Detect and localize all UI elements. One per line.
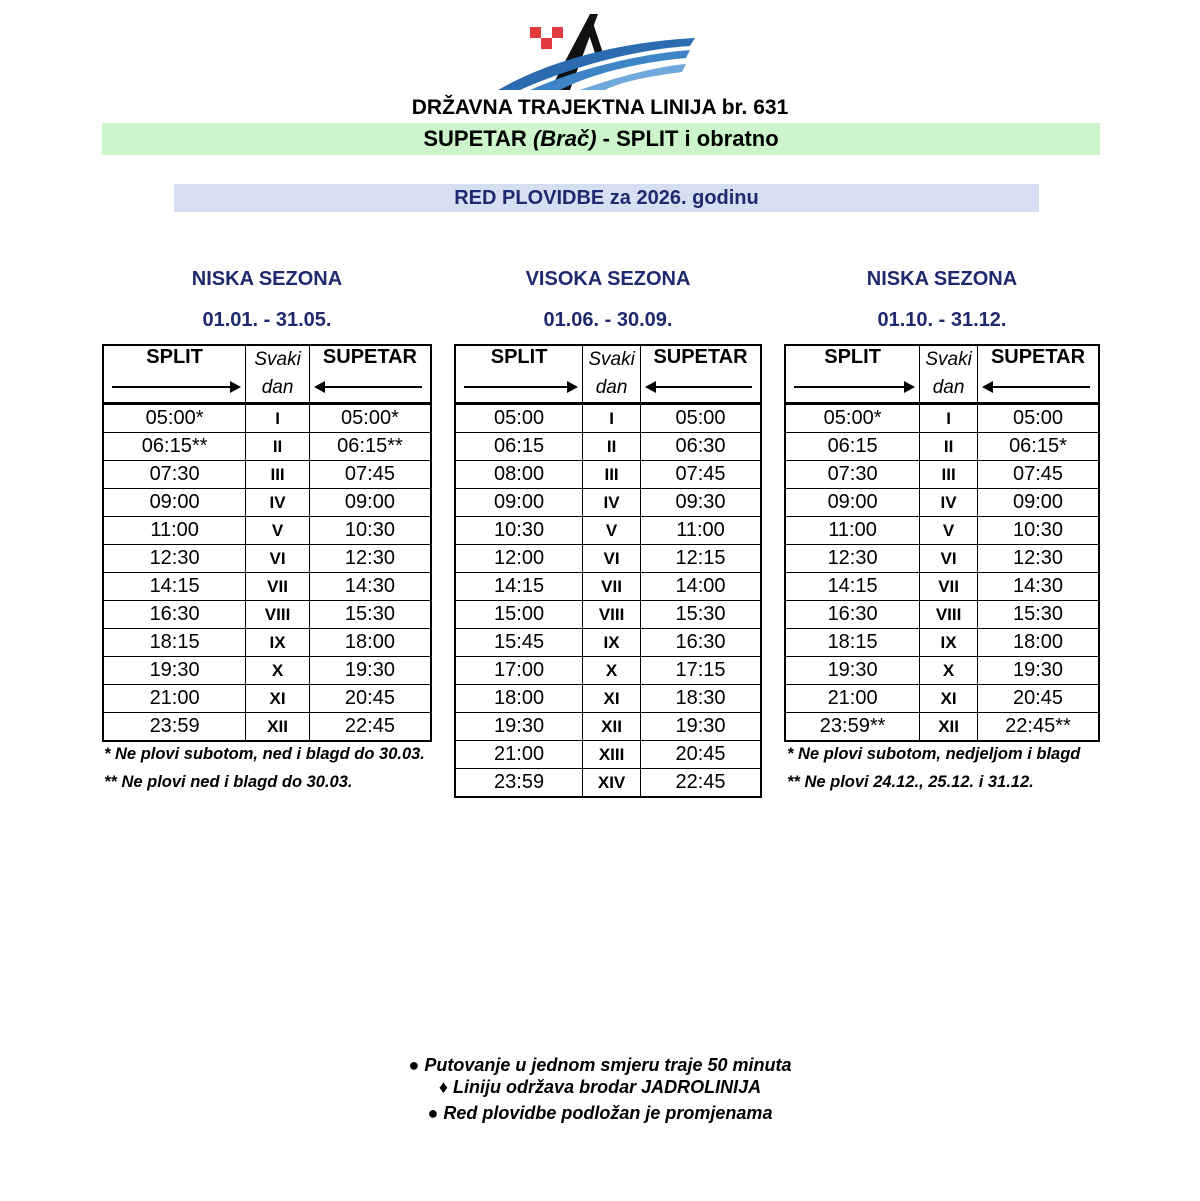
departure-split: 19:30 — [455, 713, 583, 741]
departure-split: 14:15 — [103, 573, 246, 601]
departure-split: 23:59** — [785, 713, 920, 742]
departure-supetar: 09:00 — [977, 489, 1099, 517]
table-row — [103, 404, 431, 433]
trip-number: II — [583, 433, 641, 461]
table-row — [455, 433, 761, 461]
departure-supetar: 09:00 — [309, 489, 431, 517]
departure-split: 15:45 — [455, 629, 583, 657]
departure-supetar: 18:00 — [309, 629, 431, 657]
trip-number: I — [583, 404, 641, 433]
departure-split: 05:00* — [103, 404, 246, 433]
col-every-day: Svaki dan — [246, 345, 310, 404]
table-row — [785, 601, 1099, 629]
departure-split: 17:00 — [455, 657, 583, 685]
departure-supetar: 17:15 — [640, 657, 761, 685]
table-row — [455, 657, 761, 685]
trip-number: V — [920, 517, 978, 545]
departure-split: 08:00 — [455, 461, 583, 489]
departure-split: 09:00 — [785, 489, 920, 517]
departure-split: 19:30 — [785, 657, 920, 685]
departure-split: 06:15 — [455, 433, 583, 461]
footer-changes: ● Red plovidbe podložan je promjenama — [427, 1103, 773, 1123]
arrow-right-icon — [794, 386, 905, 388]
route-island: (Brač) — [532, 126, 597, 151]
departure-split: 14:15 — [455, 573, 583, 601]
table-row — [785, 517, 1099, 545]
departure-split: 23:59 — [103, 713, 246, 742]
footer-duration: ● Putovanje u jednom smjeru traje 50 minuta — [408, 1055, 792, 1075]
table-row — [103, 713, 431, 742]
route-supetar: SUPETAR — [423, 126, 527, 151]
departure-supetar: 11:00 — [640, 517, 761, 545]
departure-split: 19:30 — [103, 657, 246, 685]
trip-number: VIII — [920, 601, 978, 629]
route-split: - SPLIT i obratno — [602, 126, 779, 151]
season-1-dates: 01.01. - 31.05. — [202, 309, 332, 331]
trip-number: I — [920, 404, 978, 433]
departure-split: 23:59 — [455, 769, 583, 798]
trip-number: II — [246, 433, 310, 461]
trip-number: IV — [246, 489, 310, 517]
trip-number: VI — [246, 545, 310, 573]
note-1-single-star: * Ne plovi subotom, ned i blagd do 30.03. — [104, 745, 425, 763]
table-row — [455, 713, 761, 741]
departure-supetar: 05:00 — [640, 404, 761, 433]
departure-split: 06:15 — [785, 433, 920, 461]
trip-number: V — [246, 517, 310, 545]
trip-number: VII — [246, 573, 310, 601]
arrow-right-icon — [112, 386, 231, 388]
table-row — [103, 657, 431, 685]
departure-split: 16:30 — [103, 601, 246, 629]
departure-split: 10:30 — [455, 517, 583, 545]
departure-split: 18:15 — [785, 629, 920, 657]
timetable-high-season — [454, 344, 762, 798]
departure-split: 14:15 — [785, 573, 920, 601]
line-title: DRŽAVNA TRAJEKTNA LINIJA br. 631 — [411, 96, 789, 119]
departure-split: 12:00 — [455, 545, 583, 573]
season-3-dates: 01.10. - 31.12. — [877, 309, 1007, 331]
trip-number: VI — [583, 545, 641, 573]
table-row — [455, 545, 761, 573]
trip-number: XIII — [583, 741, 641, 769]
table-row — [785, 573, 1099, 601]
departure-split: 05:00* — [785, 404, 920, 433]
table-row — [455, 461, 761, 489]
departure-supetar: 14:30 — [977, 573, 1099, 601]
departure-supetar: 18:00 — [977, 629, 1099, 657]
table-row — [785, 489, 1099, 517]
departure-supetar: 19:30 — [977, 657, 1099, 685]
trip-number: XII — [583, 713, 641, 741]
trip-number: VII — [920, 573, 978, 601]
departure-supetar: 10:30 — [309, 517, 431, 545]
departure-supetar: 14:00 — [640, 573, 761, 601]
departure-split: 09:00 — [455, 489, 583, 517]
departure-split: 21:00 — [785, 685, 920, 713]
trip-number: XII — [920, 713, 978, 742]
trip-number: X — [583, 657, 641, 685]
table-row — [785, 685, 1099, 713]
departure-supetar: 06:15** — [309, 433, 431, 461]
arrow-right-icon — [464, 386, 568, 388]
table-row — [103, 545, 431, 573]
table-row — [103, 573, 431, 601]
trip-number: V — [583, 517, 641, 545]
arrow-left-icon — [324, 386, 422, 388]
table-row — [103, 601, 431, 629]
departure-supetar: 18:30 — [640, 685, 761, 713]
departure-split: 09:00 — [103, 489, 246, 517]
table-row — [455, 769, 761, 798]
col-supetar: SUPETAR — [977, 345, 1099, 404]
col-split: SPLIT — [103, 345, 246, 404]
table-row — [455, 741, 761, 769]
arrow-left-icon — [992, 386, 1090, 388]
departure-supetar: 14:30 — [309, 573, 431, 601]
departure-supetar: 20:45 — [640, 741, 761, 769]
table-row — [103, 517, 431, 545]
table-row — [455, 517, 761, 545]
table-row — [103, 629, 431, 657]
table-row — [785, 657, 1099, 685]
departure-split: 21:00 — [455, 741, 583, 769]
trip-number: XI — [246, 685, 310, 713]
col-every-day: Svaki dan — [583, 345, 641, 404]
table-row — [785, 461, 1099, 489]
season-2-title: VISOKA SEZONA — [525, 268, 691, 290]
table-row — [785, 629, 1099, 657]
departure-supetar: 10:30 — [977, 517, 1099, 545]
col-supetar: SUPETAR — [309, 345, 431, 404]
table-row — [785, 433, 1099, 461]
col-split: SPLIT — [455, 345, 583, 404]
table-row — [785, 545, 1099, 573]
table-row — [455, 685, 761, 713]
table-row — [103, 461, 431, 489]
table-row — [455, 404, 761, 433]
col-split: SPLIT — [785, 345, 920, 404]
departure-supetar: 06:15* — [977, 433, 1099, 461]
departure-supetar: 09:30 — [640, 489, 761, 517]
season-3-title: NISKA SEZONA — [866, 268, 1018, 290]
departure-split: 11:00 — [103, 517, 246, 545]
trip-number: IX — [920, 629, 978, 657]
ferry-line-logo-icon — [490, 10, 700, 95]
trip-number: IV — [920, 489, 978, 517]
departure-supetar: 15:30 — [640, 601, 761, 629]
trip-number: II — [920, 433, 978, 461]
col-supetar: SUPETAR — [640, 345, 761, 404]
departure-supetar: 22:45 — [640, 769, 761, 798]
trip-number: XI — [583, 685, 641, 713]
note-3-single-star: * Ne plovi subotom, nedjeljom i blagd — [787, 745, 1081, 763]
trip-number: VIII — [246, 601, 310, 629]
table-row — [455, 601, 761, 629]
departure-supetar: 19:30 — [640, 713, 761, 741]
trip-number: XII — [246, 713, 310, 742]
trip-number: IX — [246, 629, 310, 657]
departure-split: 18:15 — [103, 629, 246, 657]
trip-number: IX — [583, 629, 641, 657]
table-row — [455, 489, 761, 517]
departure-supetar: 07:45 — [977, 461, 1099, 489]
departure-supetar: 15:30 — [309, 601, 431, 629]
departure-supetar: 12:30 — [977, 545, 1099, 573]
trip-number: III — [920, 461, 978, 489]
departure-split: 15:00 — [455, 601, 583, 629]
table-row — [785, 404, 1099, 433]
departure-split: 18:00 — [455, 685, 583, 713]
departure-supetar: 07:45 — [640, 461, 761, 489]
departure-supetar: 20:45 — [977, 685, 1099, 713]
table-row — [103, 489, 431, 517]
departure-supetar: 07:45 — [309, 461, 431, 489]
timetable-low-season-1 — [102, 344, 432, 742]
departure-supetar: 22:45 — [309, 713, 431, 742]
departure-supetar: 19:30 — [309, 657, 431, 685]
departure-supetar: 05:00 — [977, 404, 1099, 433]
departure-split: 07:30 — [103, 461, 246, 489]
season-2-dates: 01.06. - 30.09. — [543, 309, 673, 331]
route-banner — [102, 123, 1100, 155]
departure-supetar: 15:30 — [977, 601, 1099, 629]
departure-supetar: 20:45 — [309, 685, 431, 713]
trip-number: IV — [583, 489, 641, 517]
departure-supetar: 12:30 — [309, 545, 431, 573]
departure-split: 06:15** — [103, 433, 246, 461]
departure-supetar: 12:15 — [640, 545, 761, 573]
departure-supetar: 06:30 — [640, 433, 761, 461]
arrow-left-icon — [655, 386, 752, 388]
note-1-double-star: ** Ne plovi ned i blagd do 30.03. — [104, 773, 353, 791]
departure-split: 07:30 — [785, 461, 920, 489]
season-1-title: NISKA SEZONA — [191, 268, 343, 290]
table-row — [455, 573, 761, 601]
departure-split: 21:00 — [103, 685, 246, 713]
trip-number: VII — [583, 573, 641, 601]
table-row — [103, 433, 431, 461]
table-row — [785, 713, 1099, 742]
departure-split: 05:00 — [455, 404, 583, 433]
schedule-banner: RED PLOVIDBE za 2026. godinu — [174, 184, 1039, 212]
trip-number: X — [246, 657, 310, 685]
trip-number: XIV — [583, 769, 641, 798]
departure-split: 12:30 — [103, 545, 246, 573]
departure-supetar: 22:45** — [977, 713, 1099, 742]
table-row — [103, 685, 431, 713]
note-3-double-star: ** Ne plovi 24.12., 25.12. i 31.12. — [787, 773, 1034, 791]
trip-number: XI — [920, 685, 978, 713]
departure-supetar: 16:30 — [640, 629, 761, 657]
footer-operator: ♦ Liniju održava brodar JADROLINIJA — [438, 1077, 762, 1097]
table-row — [455, 629, 761, 657]
trip-number: X — [920, 657, 978, 685]
col-every-day: Svaki dan — [920, 345, 978, 404]
departure-split: 11:00 — [785, 517, 920, 545]
departure-supetar: 05:00* — [309, 404, 431, 433]
departure-split: 12:30 — [785, 545, 920, 573]
trip-number: III — [583, 461, 641, 489]
trip-number: III — [246, 461, 310, 489]
trip-number: VIII — [583, 601, 641, 629]
departure-split: 16:30 — [785, 601, 920, 629]
trip-number: I — [246, 404, 310, 433]
trip-number: VI — [920, 545, 978, 573]
timetable-low-season-2 — [784, 344, 1100, 742]
